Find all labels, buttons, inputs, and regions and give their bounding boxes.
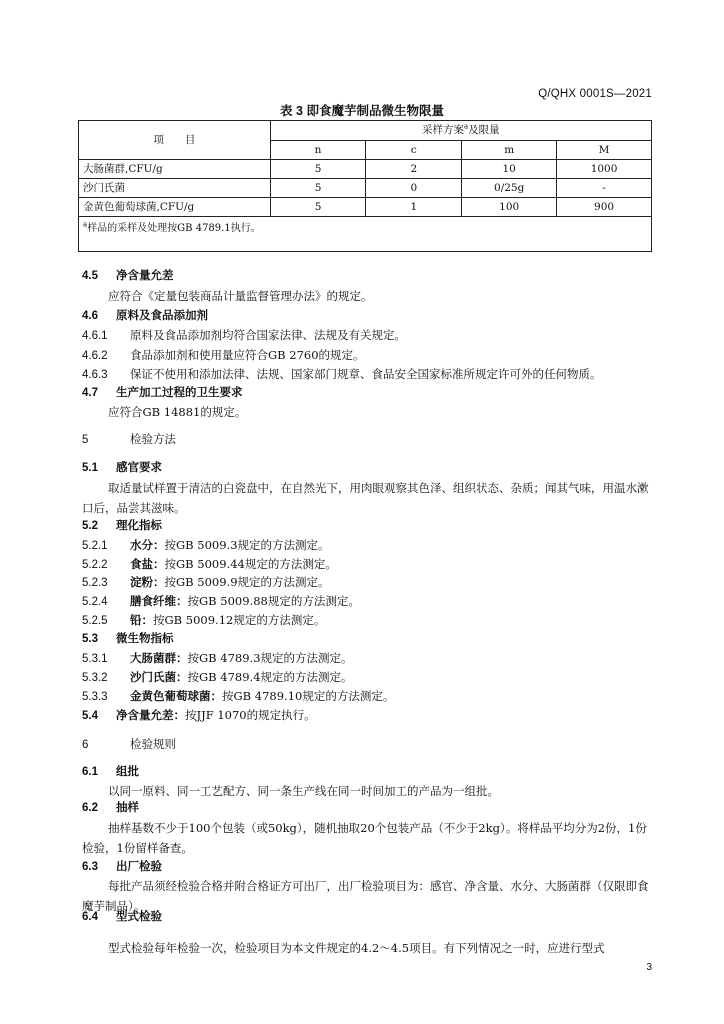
section-6-1-heading: 6.1 组批 (82, 766, 139, 778)
section-4-5-heading: 4.5 净含量允差 (82, 270, 174, 282)
page-number: 3 (646, 962, 652, 973)
section-4-7-text: 应符合GB 14881的规定。 (108, 405, 247, 419)
row-m: 100 (462, 198, 557, 217)
section-6-4-heading: 6.4 型式检验 (82, 911, 162, 923)
col-header-sampling: 采样方案$^a$及限量 (270, 121, 651, 141)
table-row (79, 179, 652, 198)
section-6-3-heading: 6.3 出厂检验 (82, 861, 162, 873)
section-5-2-3: 5.2.3 淀粉：按GB 5009.9规定的方法测定。 (82, 575, 330, 589)
section-4-6-1: 4.6.1 原料及食品添加剂均符合国家法律、法规及有关规定。 (82, 328, 406, 342)
col-header-m: m (462, 140, 557, 160)
section-4-6-3: 4.6.3 保证不使用和添加法律、法规、国家部门规章、食品安全国家标准所规定许可外的任何物质。 (82, 367, 602, 381)
table-note: $^a$样品的采样及处理按GB 4789.1执行。 (79, 217, 652, 252)
section-5-2-1: 5.2.1 水分：按GB 5009.3规定的方法测定。 (82, 538, 330, 552)
section-5-heading: 5 检验方法 (82, 434, 176, 446)
section-5-2-2: 5.2.2 食盐：按GB 5009.44规定的方法测定。 (82, 557, 337, 571)
row-m: 0/25g (462, 179, 557, 198)
row-n: 5 (270, 179, 366, 198)
col-header-M: M (557, 140, 652, 160)
row-item: 金黄色葡萄球菌,CFU/g (79, 198, 271, 217)
row-c: 1 (366, 198, 462, 217)
row-M: 900 (557, 198, 652, 217)
section-4-6-heading: 4.6 原料及食品添加剂 (82, 310, 208, 322)
table-row (79, 198, 652, 217)
section-4-6-2: 4.6.2 食品添加剂和使用量应符合GB 2760的规定。 (82, 348, 365, 362)
section-5-4-heading: 5.4 净含量允差：按JJF 1070的规定执行。 (82, 708, 316, 722)
standard-code: Q/QHX 0001S—2021 (538, 88, 652, 100)
section-5-2-5: 5.2.5 铅：按GB 5009.12规定的方法测定。 (82, 613, 326, 627)
col-header-c: c (366, 140, 462, 160)
section-6-1-text: 以同一原料、同一工艺配方、同一条生产线在同一时间加工的产品为一组批。 (108, 784, 499, 798)
section-6-2-text: 抽样基数不少于100个包装（或50kg），随机抽取20个包装产品（不少于2kg）。将样品平均分为2份，1份检验，1份留样备查。 (82, 821, 647, 855)
section-5-1-text: 取适量试样置于清洁的白瓷盘中，在自然光下，用肉眼观察其色泽、组织状态、杂质；闻其气味，用温水漱口后，品尝其滋味。 (82, 481, 649, 515)
col-header-n: n (270, 140, 366, 160)
row-n: 5 (270, 160, 366, 179)
table-title: 表 3 即食魔芋制品微生物限量 (280, 104, 444, 118)
section-5-1-heading: 5.1 感官要求 (82, 462, 162, 474)
section-5-3-3: 5.3.3 金黄色葡萄球菌：按GB 4789.10规定的方法测定。 (82, 689, 395, 703)
row-c: 2 (366, 160, 462, 179)
row-item: 沙门氏菌 (79, 179, 271, 198)
section-6-3-text: 每批产品须经检验合格并附合格证方可出厂，出厂检验项目为：感官、净含量、水分、大肠菌群（仅限即食魔芋制品）。 (82, 879, 649, 913)
section-6-4-text: 型式检验每年检验一次，检验项目为本文件规定的4.2～4.5项目。有下列情况之一时，应进行型式 (108, 941, 605, 955)
section-5-2-heading: 5.2 理化指标 (82, 520, 162, 532)
section-5-3-1: 5.3.1 大肠菌群：按GB 4789.3规定的方法测定。 (82, 651, 353, 665)
col-header-item: 项 目 (79, 121, 271, 160)
row-m: 10 (462, 160, 557, 179)
section-5-2-4: 5.2.4 膳食纤维：按GB 5009.88规定的方法测定。 (82, 594, 360, 608)
section-4-7-heading: 4.7 生产加工过程的卫生要求 (82, 387, 243, 399)
row-n: 5 (270, 198, 366, 217)
section-5-3-heading: 5.3 微生物指标 (82, 633, 174, 645)
row-c: 0 (366, 179, 462, 198)
row-item: 大肠菌群,CFU/g (79, 160, 271, 179)
section-6-2-heading: 6.2 抽样 (82, 802, 139, 814)
section-4-5-text: 应符合《定量包装商品计量监督管理办法》的规定。 (108, 289, 373, 303)
microbial-limits-table (78, 120, 652, 252)
row-M: 1000 (557, 160, 652, 179)
section-5-3-2: 5.3.2 沙门氏菌：按GB 4789.4规定的方法测定。 (82, 670, 353, 684)
row-M: - (557, 179, 652, 198)
section-6-heading: 6 检验规则 (82, 739, 176, 751)
table-row (79, 160, 652, 179)
